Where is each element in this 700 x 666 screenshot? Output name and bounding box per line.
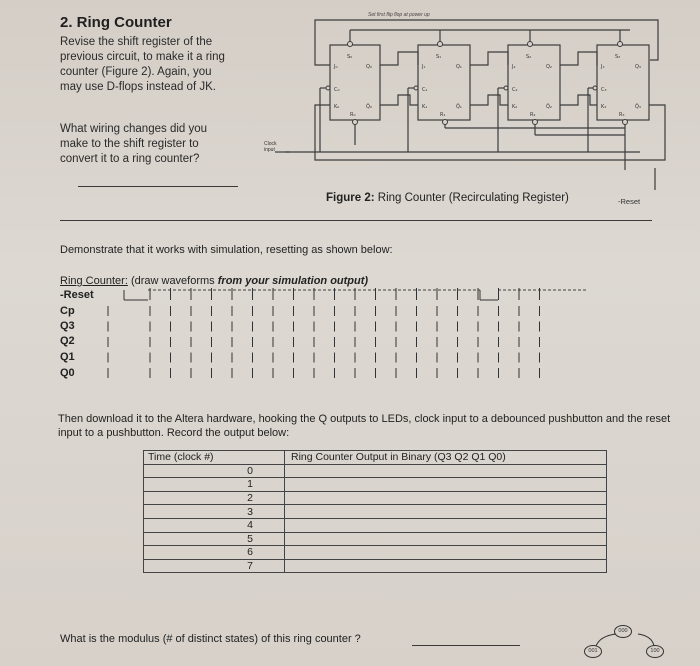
output-cell[interactable]: [285, 559, 607, 573]
table-row: [144, 505, 607, 519]
signal-q2: Q2: [60, 335, 75, 347]
state-node: 001: [584, 645, 602, 658]
waveform-grid[interactable]: [100, 286, 600, 398]
signal-cp: Cp: [60, 305, 75, 317]
ff1-set: S₁: [436, 54, 442, 60]
ff1-c: C₁: [422, 87, 428, 93]
ring-counter-label: Ring Counter:: [60, 275, 128, 287]
table-row: [144, 532, 607, 546]
output-table: [143, 450, 607, 573]
ff3-k: K₃: [601, 104, 607, 110]
output-cell[interactable]: [285, 505, 607, 519]
instruction-line: Revise the shift register of the: [60, 36, 213, 48]
table-row: [144, 464, 607, 478]
state-node: 000: [614, 625, 632, 638]
output-cell[interactable]: [285, 478, 607, 492]
ff0-r: R₀: [350, 112, 356, 118]
table-row: [144, 546, 607, 560]
clock-label-line: input: [264, 147, 275, 153]
ff3-j: J₃: [601, 64, 605, 70]
ff0-set: S₀: [347, 54, 353, 60]
clock-cell: 1: [144, 478, 285, 492]
output-cell[interactable]: [285, 532, 607, 546]
table-header-row: [144, 451, 607, 465]
feedback-wire: [315, 20, 658, 65]
ff2-qn: Q̄₂: [546, 104, 552, 110]
draw-text-bold: from your simulation output): [217, 275, 369, 287]
output-cell[interactable]: [285, 464, 607, 478]
demo-instruction: Demonstrate that it works with simulation, resetting as shown below:: [60, 244, 393, 256]
col-header-time: Time (clock #): [144, 451, 285, 465]
ff3-qn: Q̄₃: [635, 104, 641, 110]
instruction-line: may use D-flops instead of JK.: [60, 81, 216, 93]
ff1-q: Q₁: [456, 64, 462, 70]
clock-label-line: Clock: [264, 141, 277, 147]
ff0-qn: Q̄₀: [366, 104, 372, 110]
ff1-j: J₁: [422, 64, 426, 70]
ring-counter-circuit: [0, 0, 700, 240]
ff1-qn: Q̄₁: [456, 104, 462, 110]
ff3-c: C₃: [601, 87, 607, 93]
reset-label: -Reset: [618, 197, 641, 206]
col-header-output: Ring Counter Output in Binary (Q3 Q2 Q1 Q0): [285, 451, 607, 465]
draw-text-prefix: (draw waveforms: [130, 275, 215, 287]
figure-caption: [326, 192, 569, 204]
table-row: [144, 478, 607, 492]
clock-cell: 3: [144, 505, 285, 519]
ff0-c: C₀: [334, 87, 340, 93]
ff0-q: Q₀: [366, 64, 372, 70]
state-node: 100: [646, 645, 664, 658]
power-up-label: Set first flip flop at power up: [368, 12, 430, 18]
output-cell[interactable]: [285, 518, 607, 532]
ff2-j: J₂: [512, 64, 516, 70]
output-cell[interactable]: [285, 491, 607, 505]
question-line: make to the shift register to: [60, 138, 199, 150]
question-line: convert it to a ring counter?: [60, 153, 200, 165]
signal-q3: Q3: [60, 320, 75, 332]
ff3-q: Q₃: [635, 64, 641, 70]
question-line: What wiring changes did you: [60, 123, 208, 135]
instruction-line: counter (Figure 2). Again, you: [60, 66, 212, 78]
ff2-r: R₂: [530, 112, 536, 118]
output-cell[interactable]: [285, 546, 607, 560]
clock-cell: 2: [144, 491, 285, 505]
ff3-r: R₃: [619, 112, 625, 118]
table-row: [144, 518, 607, 532]
figure-number: Figure 2:: [326, 192, 375, 204]
ff1-r: R₁: [440, 112, 446, 118]
clock-cell: 0: [144, 464, 285, 478]
ff2-q: Q₂: [546, 64, 552, 70]
signal-reset: -Reset: [60, 289, 94, 301]
table-row: [144, 559, 607, 573]
modulus-question: What is the modulus (# of distinct states) of this ring counter ?: [60, 633, 361, 645]
clock-cell: 5: [144, 532, 285, 546]
clock-cell: 7: [144, 559, 285, 573]
table-row: [144, 491, 607, 505]
ff0-j: J₀: [334, 64, 338, 70]
clock-cell: 6: [144, 546, 285, 560]
ff3-set: S₃: [615, 54, 621, 60]
question-title: 2. Ring Counter: [60, 14, 172, 31]
hardware-instruction: Then download it to the Altera hardware, hooking the Q outputs to LEDs, clock input to a debounced pushbutton and the reset input to a pushbutton. Record the output below:: [58, 413, 671, 439]
instruction-line: previous circuit, to make it a ring: [60, 51, 225, 63]
modulus-answer-line[interactable]: [412, 645, 520, 646]
ff1-k: K₁: [422, 104, 428, 110]
figure-title: Ring Counter (Recirculating Register): [377, 192, 569, 204]
clock-cell: 4: [144, 518, 285, 532]
ff2-set: S₂: [526, 54, 532, 60]
ff0-k: K₀: [334, 104, 340, 110]
ff2-c: C₂: [512, 87, 518, 93]
ff2-k: K₂: [512, 104, 518, 110]
signal-q0: Q0: [60, 367, 75, 379]
signal-q1: Q1: [60, 351, 75, 363]
